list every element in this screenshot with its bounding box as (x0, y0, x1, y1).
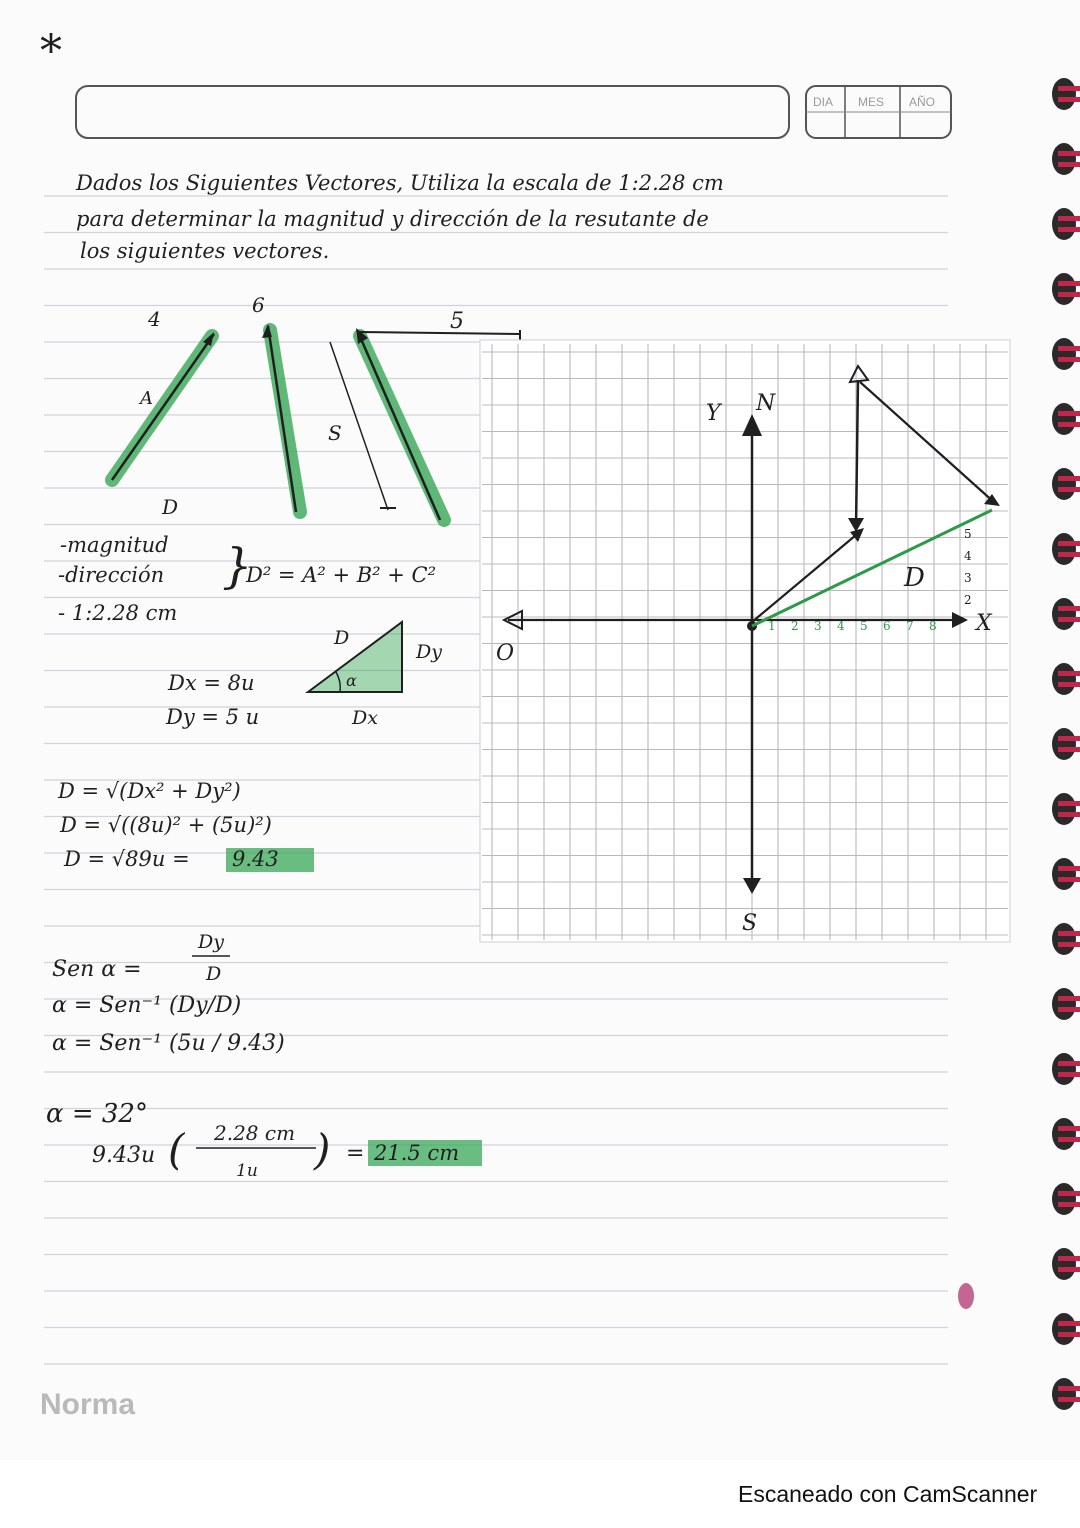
angle-line-1-den: D (206, 963, 222, 985)
magnitude-line-1: D = √(Dx² + Dy²) (58, 779, 241, 803)
triangle-label-Dy: Dy (416, 641, 442, 663)
label-A: A (140, 388, 153, 409)
problem-line-2: para determinar la magnitud y dirección de la resutante de (76, 207, 709, 231)
magnitude-line-2: D = √((8u)² + (5u)²) (60, 813, 272, 837)
magnitude-result: 9.43 (232, 847, 279, 871)
notebook-brand-logo: Norma (40, 1388, 136, 1421)
angle-line-1: Sen α = (52, 957, 142, 982)
magnitude-line-3: D = √89u = (64, 847, 190, 871)
triangle-label-Dx: Dx (352, 707, 378, 729)
problem-line-1: Dados los Siguientes Vectores, Utiliza la escala de 1:2.28 cm (76, 171, 724, 195)
x-tick-label: 1 (768, 619, 776, 633)
note-magnitud: -magnitud (60, 533, 169, 557)
graph-label-D: D (904, 563, 925, 593)
conversion-left: 9.43u (92, 1143, 156, 1168)
ink-dot (958, 1283, 974, 1309)
vector-equation: D² = A² + B² + C² (246, 563, 437, 587)
y-tick-label: 5 (964, 527, 972, 541)
label-S: S (328, 421, 342, 445)
x-tick-label: 2 (791, 619, 799, 633)
angle-line-1-num: Dy (198, 931, 224, 953)
angle-line-2: α = Sen⁻¹ (Dy/D) (52, 993, 242, 1018)
conversion-equals: = (346, 1141, 365, 1166)
conversion-paren-open: ( (168, 1125, 185, 1174)
y-tick-label: 3 (964, 571, 972, 585)
conversion-paren-close: ) (314, 1125, 331, 1174)
note-brace: } (222, 538, 253, 594)
label-4: 4 (148, 307, 161, 331)
date-label-day: DIA (813, 95, 834, 109)
scanner-watermark: Escaneado con CamScanner (738, 1481, 1038, 1507)
problem-line-3: los siguientes vectores. (80, 239, 330, 263)
conversion-num: 2.28 cm (214, 1121, 296, 1145)
conversion-result: 21.5 cm (374, 1141, 460, 1165)
x-tick-label: 5 (860, 619, 868, 633)
x-tick-label: 8 (929, 619, 937, 633)
graph-label-O: O (496, 641, 515, 666)
y-tick-label: 4 (964, 549, 972, 563)
graph-label-X: X (976, 611, 992, 636)
graph-paper (480, 340, 1010, 942)
triangle-label-alpha: α (346, 671, 357, 690)
date-label-year: AÑO (909, 95, 936, 109)
angle-result: α = 32° (46, 1099, 148, 1129)
component-dx: Dx = 8u (168, 671, 255, 695)
label-5: 5 (450, 309, 464, 334)
x-tick-label: 6 (883, 619, 891, 633)
label-D: D (162, 495, 179, 519)
triangle-label-D: D (334, 627, 350, 649)
note-direccion: -dirección (58, 563, 165, 587)
y-tick-label: 2 (964, 593, 972, 607)
x-tick-label: 7 (906, 619, 914, 633)
asterisk-mark: * (40, 26, 62, 77)
x-tick-label: 4 (837, 619, 845, 633)
date-label-month: MES (858, 95, 885, 109)
graph-label-N: N (756, 391, 776, 416)
note-escala: - 1:2.28 cm (58, 601, 178, 625)
label-6: 6 (252, 293, 265, 317)
angle-line-3: α = Sen⁻¹ (5u / 9.43) (52, 1031, 285, 1056)
component-dy: Dy = 5 u (166, 705, 260, 729)
conversion-den: 1u (236, 1161, 258, 1181)
graph-label-Y: Y (706, 401, 721, 426)
graph-label-S: S (742, 911, 758, 936)
x-tick-label: 3 (814, 619, 822, 633)
